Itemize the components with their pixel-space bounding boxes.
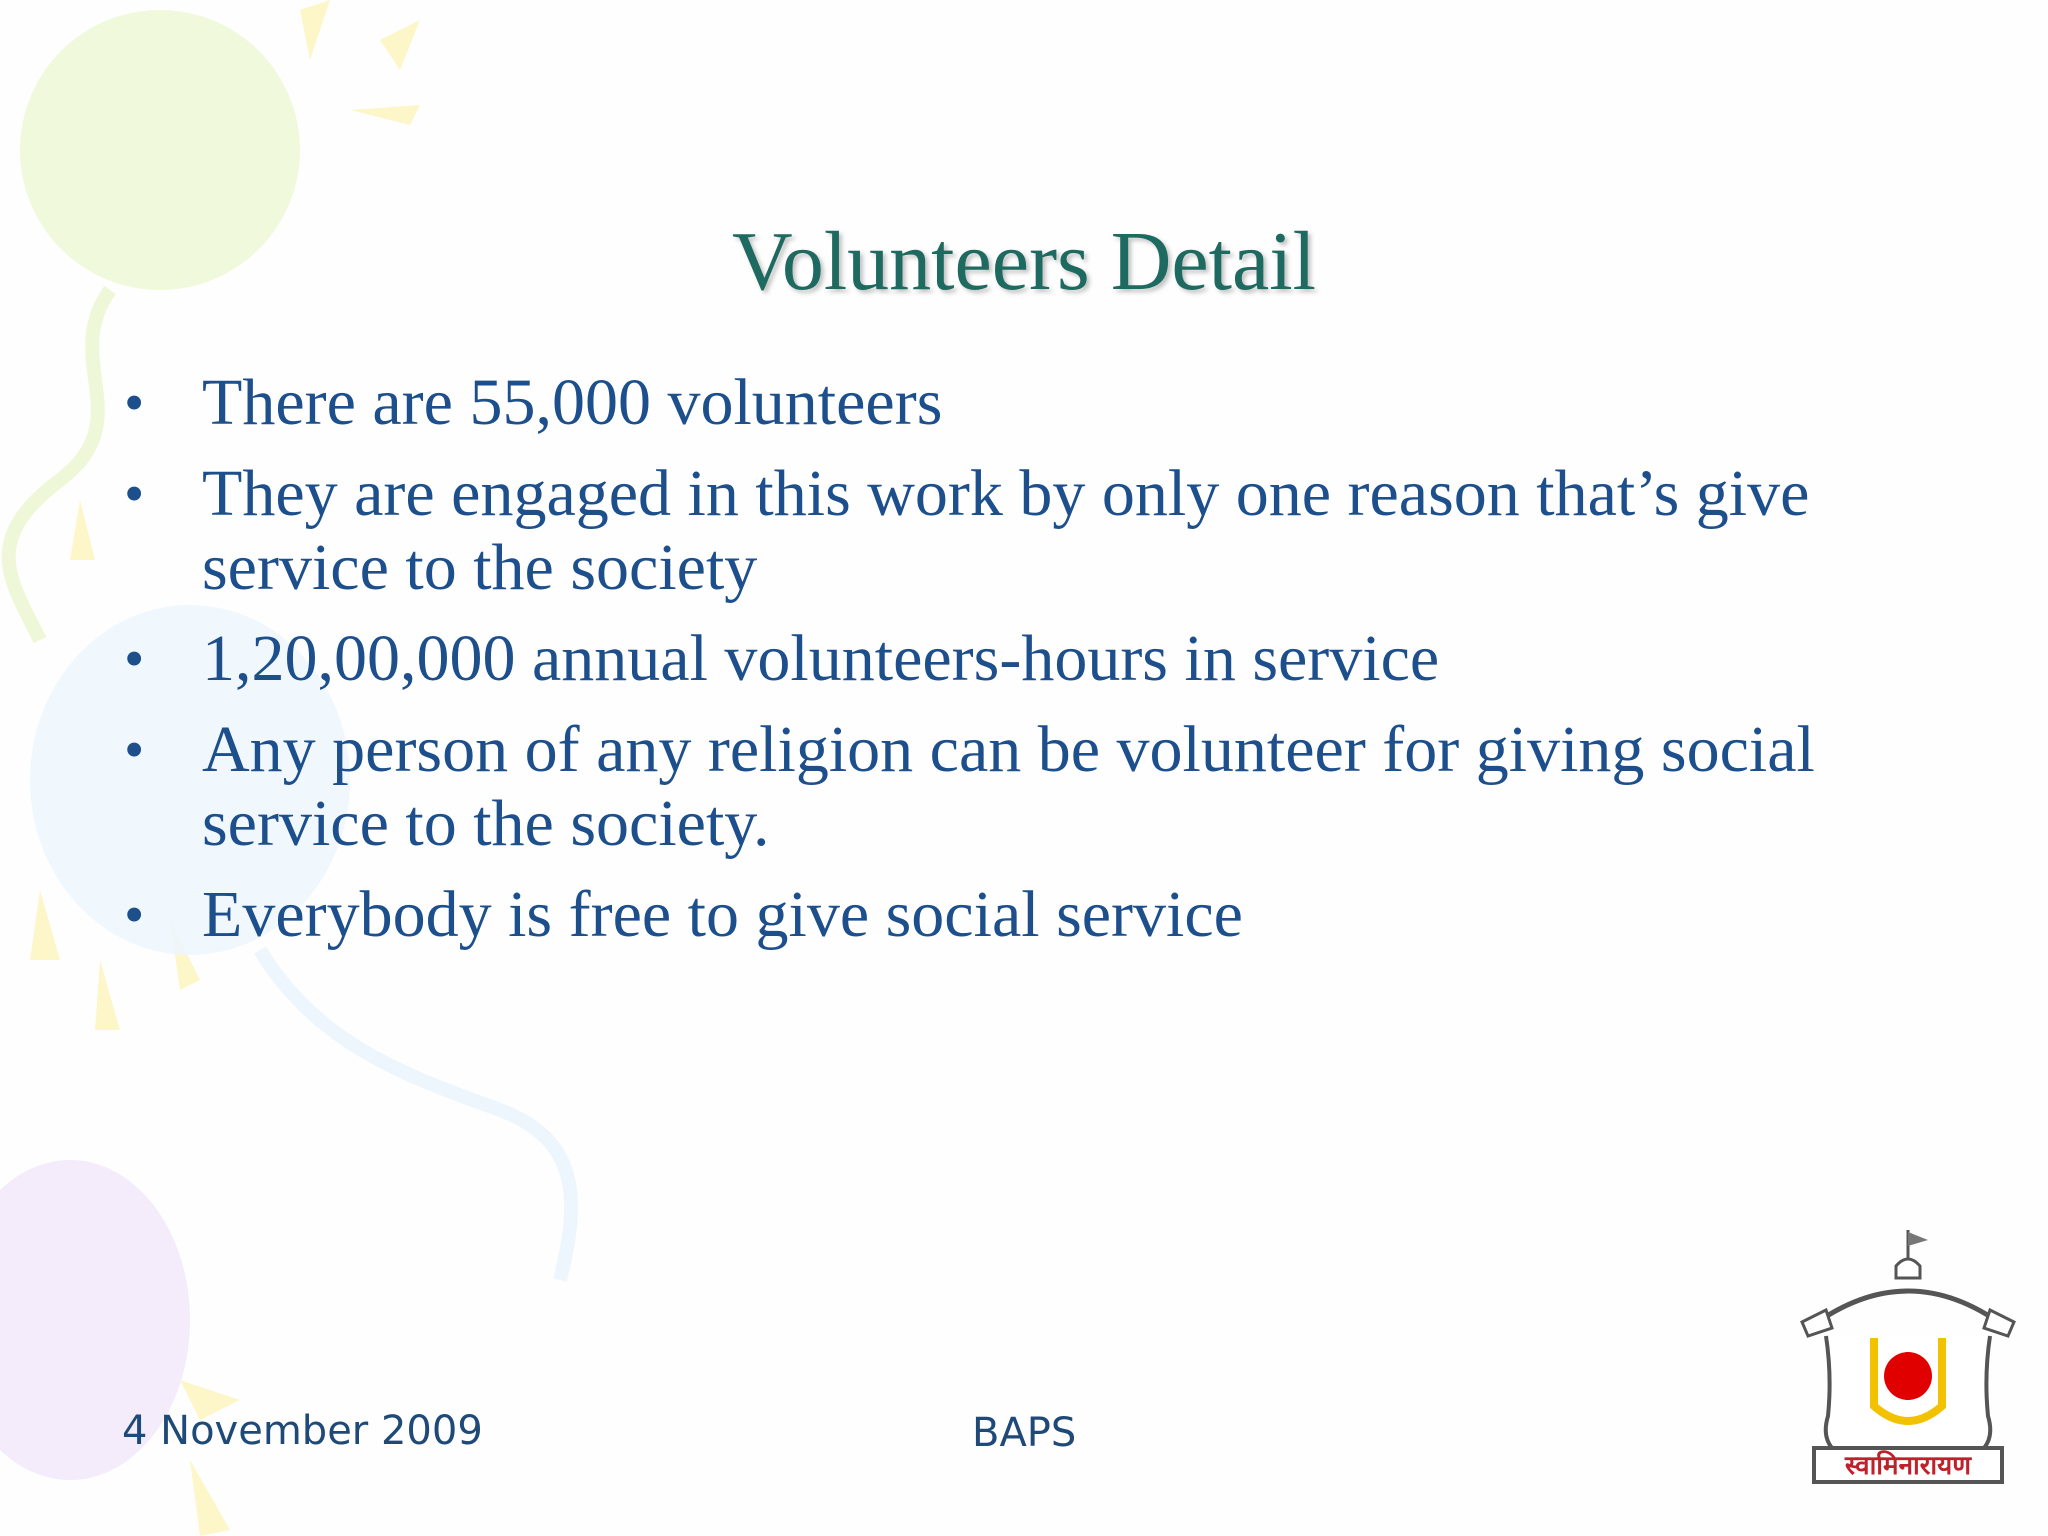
bullet-list <box>118 366 1918 969</box>
bullet-text: Everybody is free to give social service <box>202 878 1243 951</box>
slide-title: Volunteers Detail <box>732 215 1316 308</box>
bullet-item <box>118 713 1918 861</box>
bullet-item <box>118 878 1918 952</box>
bullet-dot-icon: • <box>124 626 145 691</box>
footer-date: 4 November 2009 <box>122 1408 483 1454</box>
yellow-ray <box>350 105 420 125</box>
bullet-text: Any person of any religion can be volunteer for giving social service to the society. <box>202 713 1815 860</box>
blue-balloon-string <box>260 950 571 1280</box>
bullet-dot-icon: • <box>124 882 145 947</box>
baps-logo-icon <box>1792 1226 2024 1486</box>
bullet-item <box>118 457 1918 605</box>
bullet-text: 1,20,00,000 annual volunteers-hours in service <box>202 622 1440 695</box>
bullet-text: They are engaged in this work by only one reason that’s give service to the society <box>202 457 1810 604</box>
bullet-item <box>118 622 1918 696</box>
footer-organization: BAPS <box>972 1410 1077 1456</box>
yellow-ray <box>70 500 95 560</box>
bullet-item <box>118 366 1918 440</box>
yellow-ray <box>190 1460 230 1536</box>
bullet-dot-icon: • <box>124 370 145 435</box>
bullet-dot-icon: • <box>124 461 145 526</box>
bullet-dot-icon: • <box>124 717 145 782</box>
green-balloon-string <box>9 290 110 640</box>
yellow-ray <box>300 0 330 60</box>
logo-text: स्वामिनारायण <box>1845 1451 1971 1481</box>
logo-red-dot <box>1884 1352 1932 1400</box>
yellow-ray <box>95 960 120 1030</box>
bullet-text: There are 55,000 volunteers <box>202 366 943 439</box>
yellow-ray <box>30 890 60 960</box>
yellow-ray <box>380 20 420 70</box>
